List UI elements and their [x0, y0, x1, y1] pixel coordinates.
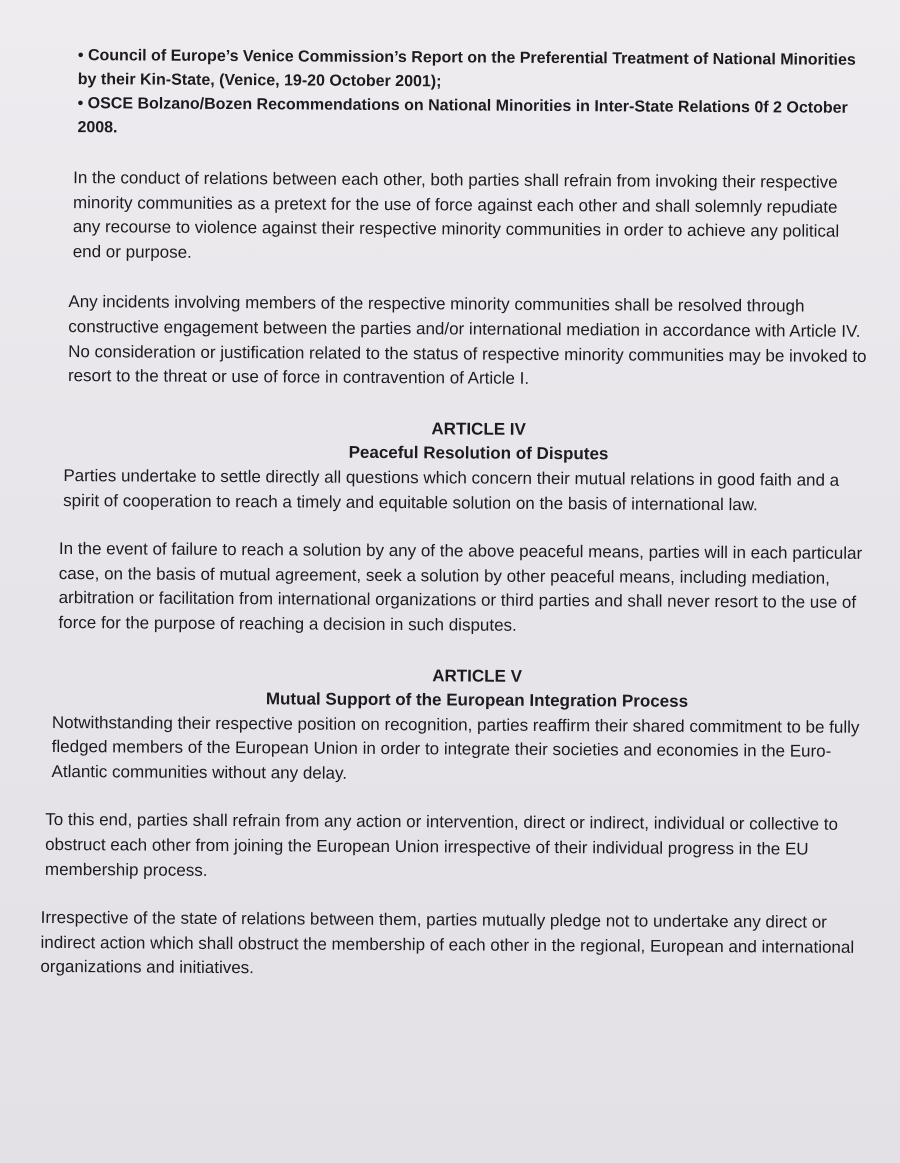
reference-item-venice-commission: • Council of Europe’s Venice Commission’s Report on the Preferential Treatment of National Minorities by their Kin-State, (Venice, 19-20 October 2001);	[77, 47, 856, 91]
article-v-paragraph-3: Irrespective of the state of relations between them, parties mutually pledge not to undertake any direct or indirect action which shall obstruct the membership of each other in the regional, European and international organizations and initiatives.	[40, 908, 855, 978]
paragraph-minority-force: In the conduct of relations between each other, both parties shall refrain from invoking their respective minority communities as a pretext for the use of force against each other and shall solemnly repudiate any recourse to violence against their respective minority communities in order to achieve any political end or purpose.	[72, 168, 840, 262]
article-iv-title: Peaceful Resolution of Disputes	[348, 443, 609, 464]
article-iv-paragraph-2: In the event of failure to reach a solution by any of the above peaceful means, parties will in each particular case, on the basis of mutual agreement, seek a solution by other peaceful means, including mediation, arbitration or facilitation from international organizations or third parties and shall never resort to the use of force for the purpose of reaching a decision in such disputes.	[58, 539, 863, 635]
article-v-heading: ARTICLE V	[432, 665, 523, 686]
article-v-paragraph-1: Notwithstanding their respective position on recognition, parties reaffirm their shared commitment to be fully fledged members of the European Union in order to integrate their societies and economies in the Euro-Atlantic communities without any delay.	[51, 712, 860, 783]
article-iv-paragraph-1: Parties undertake to settle directly all questions which concern their mutual relations in good faith and a spirit of cooperation to reach a timely and equitable solution on the basis of international law.	[63, 465, 840, 514]
article-v-title: Mutual Support of the European Integration Process	[265, 689, 689, 711]
article-v-paragraph-2: To this end, parties shall refrain from any action or intervention, direct or indirect, individual or collective to obstruct each other from joining the European Union irrespective of their individual progress in the EU membership process.	[44, 810, 839, 880]
article-iv-heading: ARTICLE IV	[431, 419, 526, 439]
document-body	[40, 44, 870, 985]
reference-item-osce-recommendations: • OSCE Bolzano/Bozen Recommendations on National Minorities in Inter-State Relations 0f 2 October 2008.	[77, 95, 848, 137]
paragraph-minority-incidents: Any incidents involving members of the respective minority communities shall be resolved through constructive engagement between the parties and/or international mediation in accordance with Article IV. No consideration or justification related to the status of respective minority communities may be invoked to resort to the threat or use of force in contravention of Article I.	[67, 292, 867, 389]
reference-list	[77, 44, 870, 145]
